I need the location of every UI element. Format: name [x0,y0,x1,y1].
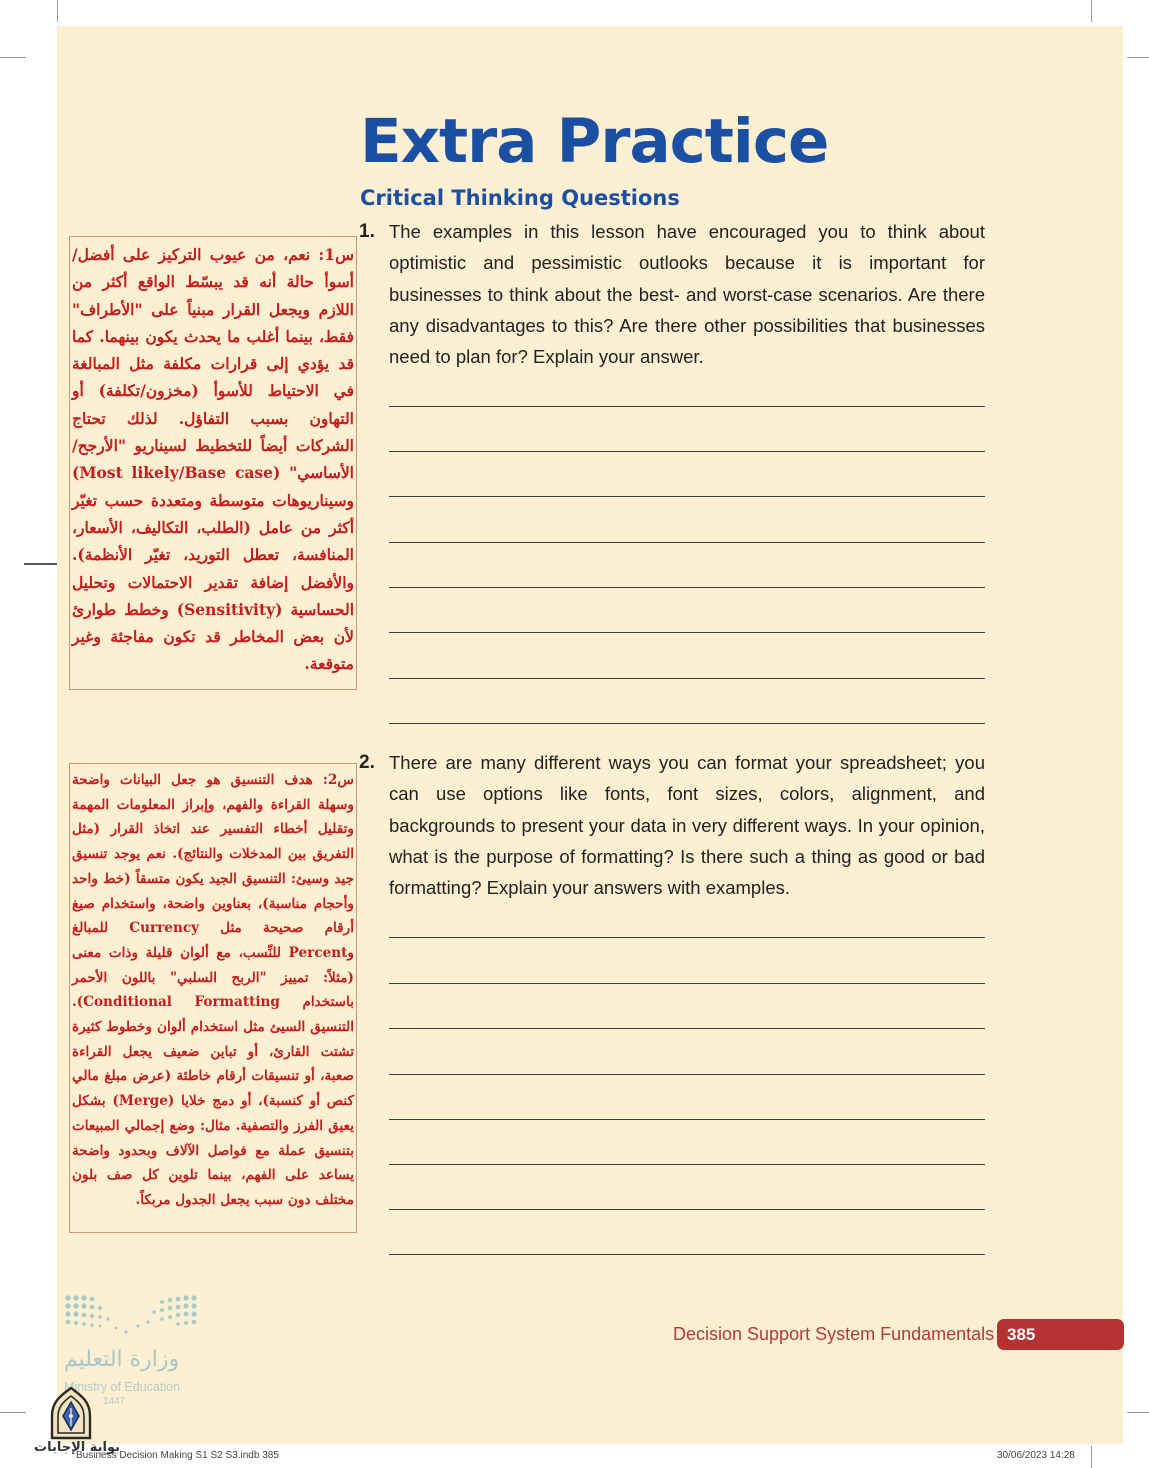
crop-mark [0,57,26,58]
answer-line[interactable] [389,587,985,588]
ministry-year: 1447 [103,1396,126,1407]
print-slug-file: Business Decision Making S1 S2 S3.indb 385 [76,1450,279,1461]
question-1-number: 1. [359,221,375,242]
book-title: Decision Support System Fundamentals [673,1324,995,1344]
section-subtitle: Critical Thinking Questions [360,186,680,210]
page-title: Extra Practice [360,106,829,177]
arabic-answer-box-1 [69,236,357,690]
answer-line[interactable] [389,723,985,724]
answer-line[interactable] [389,451,985,452]
page-number: 385 [1007,1325,1036,1344]
print-slug-datetime: 30/06/2023 14:28 [997,1450,1075,1461]
crop-mark [1091,0,1092,22]
page-number-badge [997,1319,1124,1350]
crop-mark [1127,57,1149,58]
answer-line[interactable] [389,1164,985,1165]
answer-line[interactable] [389,406,985,407]
answer-line[interactable] [389,937,985,938]
crop-mark [0,1412,26,1413]
ministry-name-arabic: وزارة التعليم [64,1347,180,1372]
ministry-name-english: Ministry of Education [64,1380,181,1394]
crop-mark [1127,1412,1149,1413]
answer-line[interactable] [389,983,985,984]
answer-line[interactable] [389,542,985,543]
question-1-text: The examples in this lesson have encouraged you to think about optimistic and pessimistic outlooks because it is important for businesses to think about the best- and worst-case scenarios. Are there any disadvantages to this? Are there other possibilities that businesses need to plan for? Explain your answer. [389,221,985,368]
answer-line[interactable] [389,1254,985,1255]
arabic-answer-box-2 [69,763,357,1233]
answer-line[interactable] [389,1119,985,1120]
answer-line[interactable] [389,632,985,633]
question-2-number: 2. [359,752,375,773]
arabic-answer-2-text: س2: هدف التنسيق هو جعل البيانات واضحة وسهلة القراءة والفهم، وإبراز المعلومات المهمة وتقليل أخطاء التفسير عند اتخاذ القرار (مثل التفريق بين المدخلات والنتائج). نعم يوجد تنسيق جيد وسيئ: التنسيق الجيد يكون متسقاً (خط واحد وأحجام مناسبة)، بعناوين واضحة، واستخدام صيغ أرقام صحيحة مثل Currency للمبالغ وPercent للنِّسب، مع ألوان قليلة وذات معنى (مثلاً: تمييز "الربح السلبي" باللون الأحمر باستخدام Conditional Formatting). التنسيق السيئ مثل استخدام ألوان وخطوط كثيرة تشتت القارئ، أو تباين ضعيف يجعل القراءة صعبة، أو تنسيقات أرقام خاطئة (عرض مبلغ مالي كنص أو كنسبة)، أو دمج خلايا (Merge) بشكل يعيق الفرز والتصفية. مثال: وضع إجمالي المبيعات بتنسيق عملة مع فواصل الآلاف وبحدود واضحة يساعد على الفهم، بينما تلوين كل صف بلون مختلف دون سبب يجعل الجدول مربكاً. [72,772,354,1208]
crop-mark [24,563,58,565]
question-2-text: There are many different ways you can format your spreadsheet; you can use options like fonts, font sizes, colors, alignment, and backgrounds to present your data in very different ways. In your opinion, what is the purpose of formatting? Is there such a thing as good or bad formatting? Explain your answers with examples. [389,752,985,899]
crop-mark [57,0,58,22]
arabic-answer-1-text: س1: نعم، من عيوب التركيز على أفضل/أسوأ حالة أنه قد يبسّط الواقع أكثر من اللازم ويجعل القرار مبنياً على "الأطراف" فقط، بينما أغلب ما يحدث يكون بينهما. كما قد يؤدي إلى قرارات مكلفة مثل المبالغة في الاحتياط للأسوأ (مخزون/تكلفة) أو التهاون بسبب التفاؤل. لذلك تحتاج الشركات أيضاً للتخطيط لسيناريو "الأرجح/الأساسي" (Most likely/Base case) وسيناريوهات متوسطة ومتعددة حسب تغيّر أكثر من عامل (الطلب، التكاليف، الأسعار، المنافسة، تعطل التوريد، تغيّر الأنظمة). والأفضل إضافة تقدير الاحتمالات وتحليل الحساسية (Sensitivity) وخطط طوارئ لأن بعض المخاطر قد تكون مفاجئة وغير متوقعة. [72,245,354,674]
crop-mark [1091,1446,1092,1468]
answer-line[interactable] [389,678,985,679]
answer-line[interactable] [389,1074,985,1075]
answer-line[interactable] [389,496,985,497]
ministry-logo-icon [64,1292,198,1338]
answer-line[interactable] [389,1028,985,1029]
site-name: بوابة الإجابات [34,1440,120,1455]
answer-line[interactable] [389,1209,985,1210]
pen-nib-dome-icon [48,1386,94,1442]
